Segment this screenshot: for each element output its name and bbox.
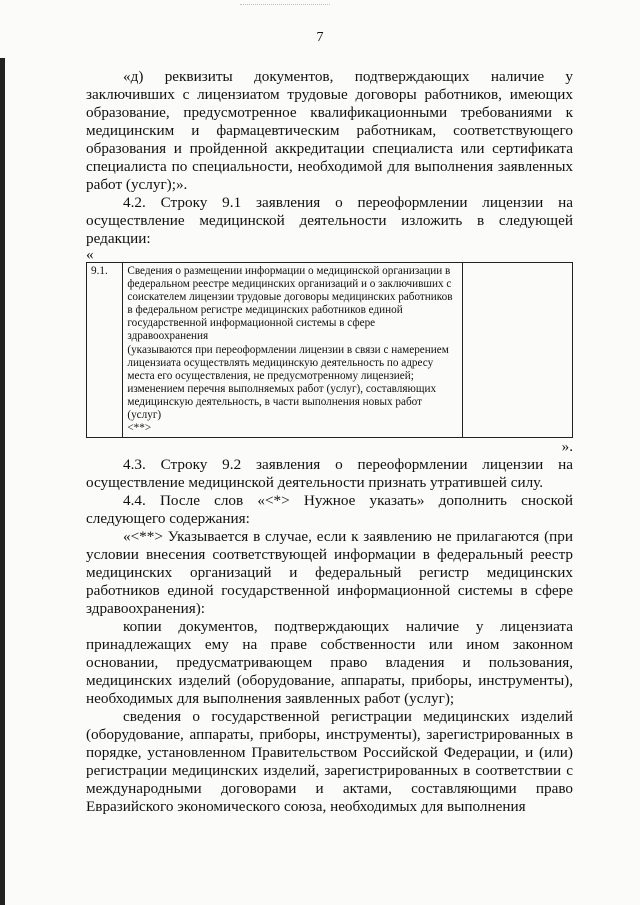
row-text-cell: Сведения о размещении информации о медицинской организации в федеральном реестре медицинских организаций и о заключивших с соискателем лицензии трудовые договоры медицинских работников в федеральном регистре медицинских работников единой государственной информационной системы в сфере здравоохранения (указываются при переоформлении лицензии в связи с намерением лицензиата осуществлять медицинскую деятельность по адресу места его осуществления, не предусмотренному лицензией; изменением перечня выполняемых работ (услуг), составляющих медицинскую деятельность, в части выполнения новых работ (услуг) <**>: [123, 263, 462, 438]
form-row-table: [86, 262, 573, 438]
paragraph-4-2: 4.2. Строку 9.1 заявления о переоформлении лицензии на осуществление медицинской деятельности изложить в следующей редакции:: [86, 194, 573, 247]
document-body: [86, 68, 573, 816]
footnote-copies: копии документов, подтверждающих наличие у лицензиата принадлежащих ему на праве собственности или ином законном основании, предусматривающем право владения и пользования, медицинских изделий (оборудование, аппараты, приборы, инструменты), необходимых для выполнения заявленных работ (услуг);: [86, 618, 573, 708]
paragraph-4-4: 4.4. После слов «<*> Нужное указать» дополнить сноской следующего содержания:: [86, 492, 573, 528]
scan-mark: [240, 4, 330, 11]
closing-quote: ».: [561, 438, 573, 456]
scan-edge-bar: [0, 58, 5, 905]
paragraph-item-d: «д) реквизиты документов, подтверждающих наличие у заключивших с лицензиатом трудовые договоры работников, имеющих образование, предусмотренное квалификационными требованиями к медицинским и фармацевтическим работникам, соответствующего образования и пройденной аккредитации специалиста или сертификата специалиста по специальности, необходимой для выполнения заявленных работ (услуг);».: [86, 68, 573, 193]
table-row: [87, 263, 573, 438]
footnote-registration: сведения о государственной регистрации медицинских изделий (оборудование, аппараты, приборы, инструменты), зарегистрированных в порядке, установленном Правительством Российской Федерации, и (или) регистрации медицинских изделий, зарегистрированных в соответствии с международными договорами и актами, составляющими право Евразийского экономического союза, необходимых для выполнения: [86, 708, 573, 816]
row-value-cell: [462, 263, 572, 438]
footnote-intro: «<**> Указывается в случае, если к заявлению не прилагаются (при условии внесения соответствующей информации в федеральный реестр медицинских организаций и федеральный регистр медицинских работников единой государственной информационной системы в сфере здравоохранения):: [86, 528, 573, 618]
opening-quote: «: [86, 246, 94, 263]
paragraph-4-3: 4.3. Строку 9.2 заявления о переоформлении лицензии на осуществление медицинской деятельности признать утратившей силу.: [86, 456, 573, 492]
page-number: 7: [316, 30, 324, 45]
row-number-cell: 9.1.: [87, 263, 123, 438]
